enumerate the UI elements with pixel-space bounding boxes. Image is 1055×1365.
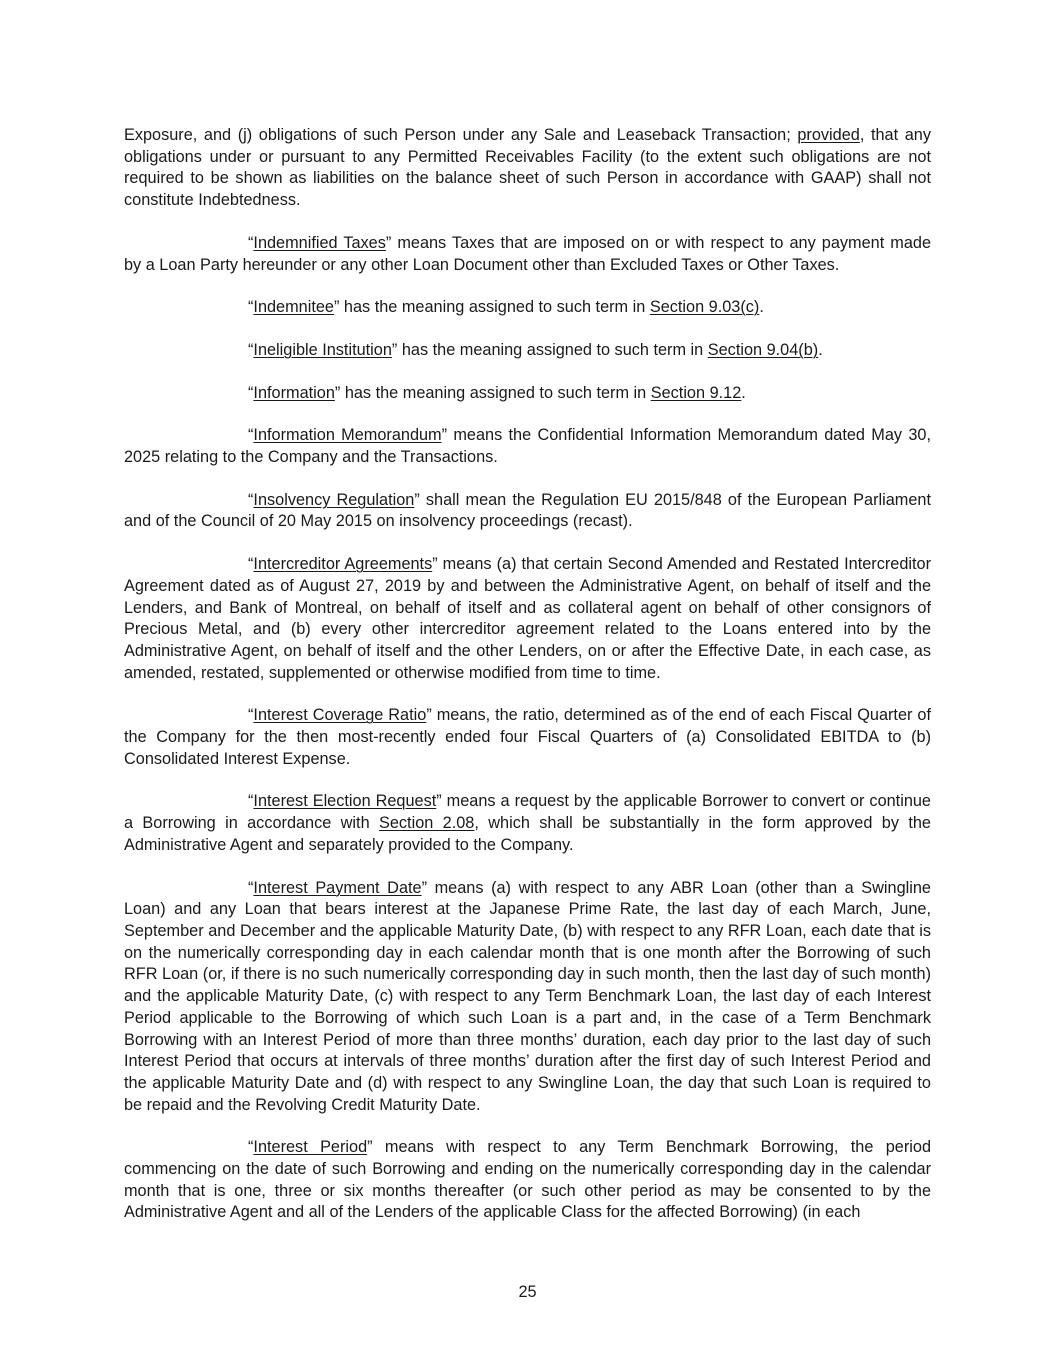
definition-information-memorandum: “Information Memorandum” means the Confidential Information Memorandum dated May 30, 2025 relating to the Company and the Transactions. [124,426,931,467]
definition-intercreditor-agreements: “Intercreditor Agreements” means (a) that certain Second Amended and Restated Intercreditor Agreement dated as of August 27, 2019 by and between the Administrative Agent, on behalf of itself and the Lenders, and Bank of Montreal, on behalf of itself and as collateral agent on behalf of other consignors of Precious Metal, and (b) every other intercreditor agreement related to the Loans entered into by the Administrative Agent, on behalf of itself and the other Lenders, on or after the Effective Date, in each case, as amended, restated, supplemented or otherwise modified from time to time. [124,555,931,682]
intro-text-1: Exposure, and (j) obligations of such Person under any Sale and Leaseback Transaction; [124,126,798,144]
defined-term: Interest Payment Date [253,878,422,897]
defined-term: Intercreditor Agreements [253,555,433,574]
definition-ineligible-institution: “Ineligible Institution” has the meaning assigned to such term in Section 9.04(b). [248,340,823,359]
definition-indemnified-taxes: “Indemnified Taxes” means Taxes that are imposed on or with respect to any payment made by a Loan Party hereunder or any other Loan Document other than Excluded Taxes or Other Taxes. [124,233,931,274]
definition-text: means, the ratio, determined as of the end of each Fiscal Quarter of the Company for the then most-recently ended four Fiscal Quarters of (a) Consolidated EBITDA to (b) Consolidated Interest Expense. [124,706,931,768]
defined-term: Ineligible Institution [253,340,392,359]
defined-term: Interest Period [253,1138,368,1157]
definition-text: means a request by the applicable Borrower to convert or continue a Borrowing in accordance with [124,792,931,833]
definition-text-end: , which shall be substantially in the form approved by the Administrative Agent and separately provided to the Company. [124,814,931,854]
intro-paragraph [124,125,931,212]
definition-information: “Information” has the meaning assigned to such term in Section 9.12. [248,383,746,402]
intro-text-2: , that any obligations under or pursuant to any Permitted Receivables Facility (to the extent such obligations are not required to be shown as liabilities on the balance sheet of such Person in accordance with GAAP) shall not constitute Indebtedness. [124,126,931,210]
definition-text: means (a) with respect to any ABR Loan (other than a Swingline Loan) and any Loan that bears interest at the Japanese Prime Rate, the last day of each March, June, September and December and the applicable Maturity Date, (b) with respect to any RFR Loan, each date that is on the numerically corresponding day in each calendar month that is one month after the Borrowing of such RFR Loan (or, if there is no such numerically corresponding day in such month, then the last day of such month) and the applicable Maturity Date, (c) with respect to any Term Benchmark Loan, the last day of each Interest Period applicable to the Borrowing of which such Loan is a part and, in the case of a Term Benchmark Borrowing with an Interest Period of more than three months’ duration, each day prior to the last day of such Interest Period that occurs at intervals of three months’ duration after the first day of such Interest Period and the applicable Maturity Date and (d) with respect to any Swingline Loan, the day that such Loan is required to be repaid and the Revolving Credit Maturity Date. [124,878,931,1114]
defined-term: Indemnitee [253,298,334,317]
definition-text: means Taxes that are imposed on or with respect to any payment made by a Loan Party hereunder or any other Loan Document other than Excluded Taxes or Other Taxes. [124,233,931,274]
definition-interest-coverage-ratio: “Interest Coverage Ratio” means, the ratio, determined as of the end of each Fiscal Quarter of the Company for the then most-recently ended four Fiscal Quarters of (a) Consolidated EBITDA to (b) Consolidated Interest Expense. [124,706,931,768]
definition-text: means (a) that certain Second Amended and Restated Intercreditor Agreement dated as of August 27, 2019 by and between the Administrative Agent, on behalf of itself and the Lenders, and Bank of Montreal, on behalf of itself and as collateral agent on behalf of other consignors of Precious Metal, and (b) every other intercreditor agreement related to the Loans entered into by the Administrative Agent, on behalf of itself and the other Lenders, on or after the Effective Date, in each case, as amended, restated, supplemented or otherwise modified from time to time. [124,555,931,682]
provided-term: provided [797,126,860,144]
definition-text: shall mean the Regulation EU 2015/848 of the European Parliament and of the Council of 20 May 2015 on insolvency proceedings (recast). [124,490,931,531]
section-reference: Section 9.12 [650,383,742,402]
section-reference: Section 9.04(b) [707,340,819,359]
definition-text-end: . [741,383,746,402]
definition-text-end: . [818,340,823,359]
defined-term: Insolvency Regulation [253,490,415,509]
defined-term: Interest Election Request [253,792,437,811]
definition-interest-period: “Interest Period” means with respect to any Term Benchmark Borrowing, the period commencing on the date of such Borrowing and ending on the numerically corresponding day in the calendar month that is one, three or six months thereafter (or such other period as may be consented to by the Administrative Agent and all of the Lenders of the applicable Class for the affected Borrowing) (in each [124,1138,932,1222]
page-number: 25 [518,1283,537,1301]
defined-term: Interest Coverage Ratio [253,706,427,725]
definition-insolvency-regulation: “Insolvency Regulation” shall mean the Regulation EU 2015/848 of the European Parliament and of the Council of 20 May 2015 on insolvency proceedings (recast). [124,490,931,531]
section-reference: Section 9.03(c) [649,298,760,317]
definition-text: has the meaning assigned to such term in [339,298,650,317]
defined-term: Information Memorandum [253,426,442,445]
definition-text: means the Confidential Information Memorandum dated May 30, 2025 relating to the Company and the Transactions. [124,426,931,467]
definition-indemnitee: “Indemnitee” has the meaning assigned to such term in Section 9.03(c). [248,298,764,317]
definition-text: means with respect to any Term Benchmark Borrowing, the period commencing on the date of such Borrowing and ending on the numerically corresponding day in the calendar month that is one, three or six months thereafter (or such other period as may be consented to by the Administrative Agent and all of the Lenders of the applicable Class for the affected Borrowing) (in each [124,1138,932,1222]
section-reference: Section 2.08 [379,814,475,833]
definition-text: has the meaning assigned to such term in [397,340,708,359]
definition-interest-election-request: “Interest Election Request” means a request by the applicable Borrower to convert or continue a Borrowing in accordance with Section 2.08, which shall be substantially in the form approved by the Administrative Agent and separately provided to the Company. [124,792,931,854]
definition-interest-payment-date: “Interest Payment Date” means (a) with respect to any ABR Loan (other than a Swingline Loan) and any Loan that bears interest at the Japanese Prime Rate, the last day of each March, June, September and December and the applicable Maturity Date, (b) with respect to any RFR Loan, each date that is on the numerically corresponding day in each calendar month that is one month after the Borrowing of such RFR Loan (or, if there is no such numerically corresponding day in such month, then the last day of such month) and the applicable Maturity Date, (c) with respect to any Term Benchmark Loan, the last day of each Interest Period applicable to the Borrowing of which such Loan is a part and, in the case of a Term Benchmark Borrowing with an Interest Period of more than three months’ duration, each day prior to the last day of such Interest Period that occurs at intervals of three months’ duration after the first day of such Interest Period and the applicable Maturity Date and (d) with respect to any Swingline Loan, the day that such Loan is required to be repaid and the Revolving Credit Maturity Date. [124,878,931,1114]
definition-text-end: . [759,298,764,317]
defined-term: Information [253,383,335,402]
defined-term: Indemnified Taxes [253,233,386,252]
definition-text: has the meaning assigned to such term in [340,383,651,402]
